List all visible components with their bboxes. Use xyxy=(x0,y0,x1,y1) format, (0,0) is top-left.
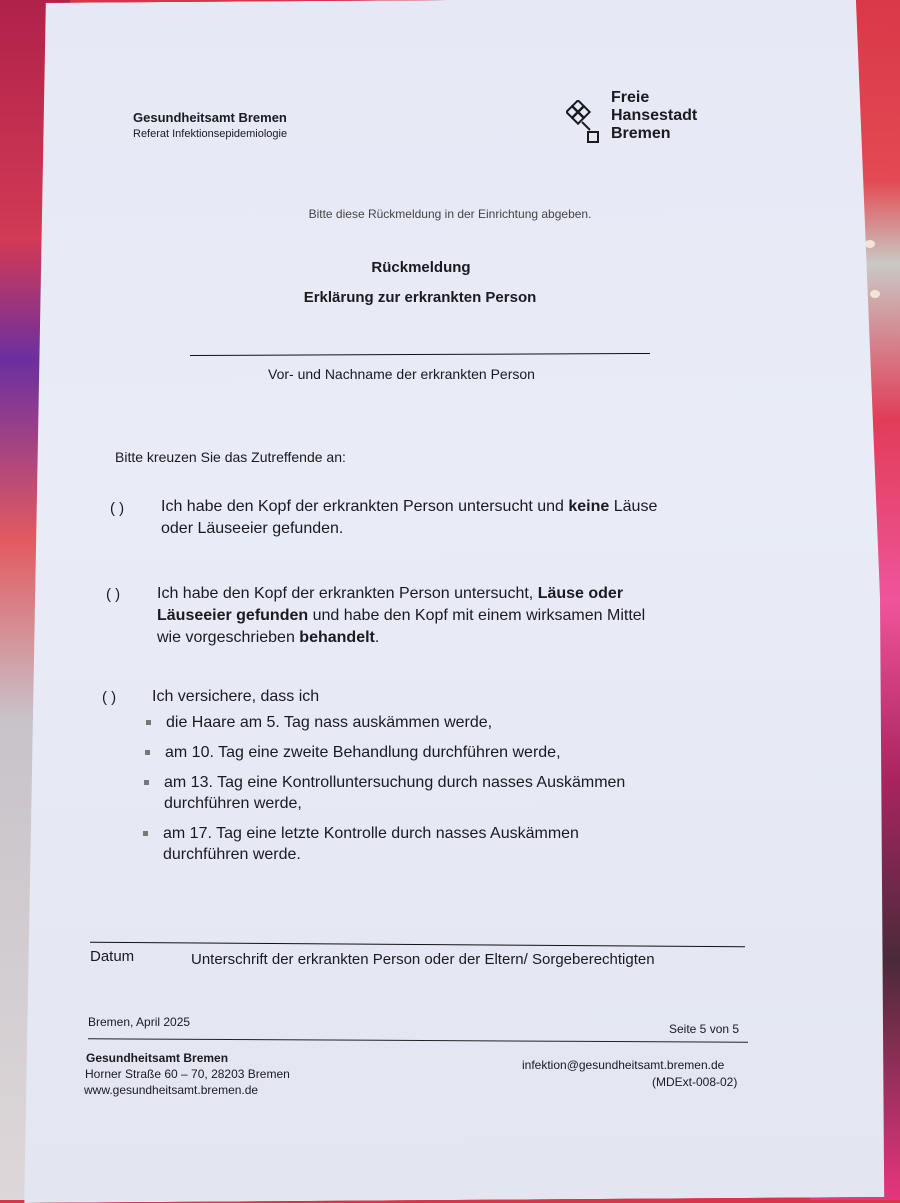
date-label: Datum xyxy=(90,948,135,965)
page-number: Seite 5 von 5 xyxy=(669,1022,740,1036)
city-logo-text: Freie Hansestadt Bremen xyxy=(611,89,698,142)
name-field-label: Vor- und Nachname der erkrankten Person xyxy=(268,366,535,382)
option-3-text: Ich versichere, dass ich xyxy=(152,688,320,705)
place-date: Bremen, April 2025 xyxy=(88,1015,191,1029)
list-item: am 17. Tag eine letzte Kontrolle durch nasses Auskämmen durchführen werde. xyxy=(143,823,625,865)
submission-hint: Bitte diese Rückmeldung in der Einrichtung abgeben. xyxy=(308,207,592,221)
option-2-text: Ich habe den Kopf der erkrankten Person untersucht, Läuse oder Läuseeier gefunden und habe den Kopf mit einem wirksamen Mittel wie vorgeschrieben behandelt. xyxy=(157,585,646,646)
list-item: die Haare am 5. Tag nass auskämmen werde, xyxy=(146,712,625,733)
commitment-list xyxy=(146,712,625,874)
list-item: am 13. Tag eine Kontrolluntersuchung durch nasses Auskämmen durchführen werde, xyxy=(144,772,625,814)
instruction: Bitte kreuzen Sie das Zutreffende an: xyxy=(115,449,346,465)
bullet-icon xyxy=(145,750,150,755)
agency-name: Gesundheitsamt Bremen xyxy=(133,110,287,125)
footer-divider xyxy=(88,1038,748,1042)
document-code: (MDExt-008-02) xyxy=(652,1075,738,1089)
option-1-text: Ich habe den Kopf der erkrankten Person untersucht und keine Läuse oder Läuseeier gefunden. xyxy=(161,498,658,537)
list-item: am 10. Tag eine zweite Behandlung durchführen werde, xyxy=(145,742,625,763)
checkbox-option-1[interactable]: ( ) xyxy=(110,500,125,517)
form-title: Rückmeldung xyxy=(371,259,471,276)
checkbox-option-2[interactable]: ( ) xyxy=(106,586,121,603)
bullet-icon xyxy=(144,780,149,785)
footer-address: Horner Straße 60 – 70, 28203 Bremen xyxy=(85,1067,290,1081)
form-subtitle: Erklärung zur erkrankten Person xyxy=(303,289,537,306)
footer-email: infektion@gesundheitsamt.bremen.de xyxy=(522,1058,725,1072)
bremen-key-icon xyxy=(566,100,606,144)
checkbox-option-3[interactable]: ( ) xyxy=(102,689,117,706)
bullet-icon xyxy=(143,831,148,836)
footer-agency-name: Gesundheitsamt Bremen xyxy=(86,1051,229,1065)
name-input-line[interactable] xyxy=(190,353,650,356)
signature-label: Unterschrift der erkrankten Person oder der Eltern/ Sorgeberechtigten xyxy=(191,951,655,968)
agency-unit: Referat Infektionsepidemiologie xyxy=(133,128,288,140)
footer-website: www.gesundheitsamt.bremen.de xyxy=(84,1083,259,1097)
bullet-icon xyxy=(146,720,151,725)
signature-input-line[interactable] xyxy=(90,942,745,948)
